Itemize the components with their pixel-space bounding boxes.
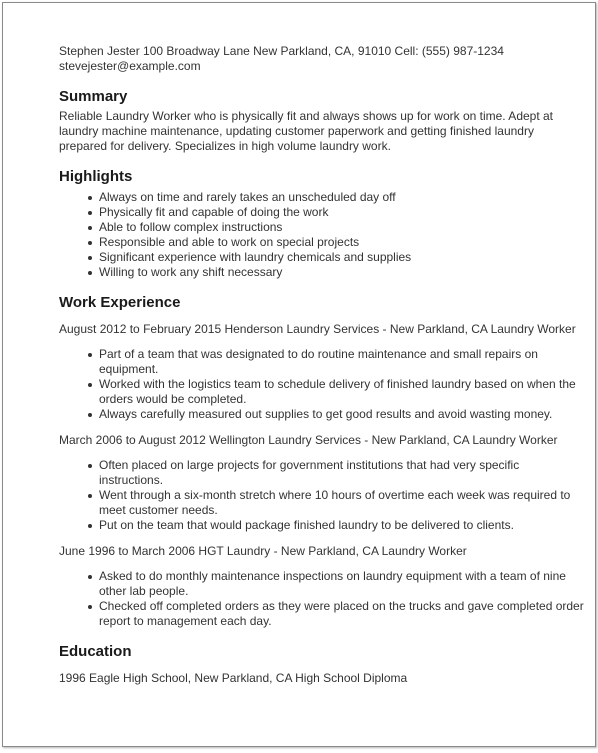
job-header: August 2012 to February 2015 Henderson Laundry Services - New Parkland, CA Laundry Worker — [59, 322, 576, 336]
highlights-heading: Highlights — [59, 168, 133, 185]
list-item — [99, 518, 591, 533]
job-header: June 1996 to March 2006 HGT Laundry - New Parkland, CA Laundry Worker — [59, 544, 467, 558]
contact-email: stevejester@example.com — [59, 59, 201, 73]
list-item: Always on time and rarely takes an unscheduled day off — [99, 190, 591, 205]
experience-heading: Work Experience — [59, 294, 181, 311]
list-item: Physically fit and capable of doing the work — [99, 205, 591, 220]
summary-text — [59, 109, 591, 154]
bullet-line: Went through a six-month stretch where 10 hours of overtime each week was required to — [99, 488, 571, 502]
list-item: Able to follow complex instructions — [99, 220, 591, 235]
list-item — [99, 458, 591, 488]
list-item: Significant experience with laundry chemicals and supplies — [99, 250, 591, 265]
resume-content — [59, 44, 591, 686]
list-item: Willing to work any shift necessary — [99, 265, 591, 280]
list-item — [99, 488, 591, 518]
summary-line: Reliable Laundry Worker who is physically fit and always shows up for work on time. Adept at — [59, 109, 554, 123]
bullet-line: report to management each day. — [99, 614, 272, 628]
bullet-line: Checked off completed orders as they were placed on the trucks and gave completed order — [99, 599, 584, 613]
bullet-line: Often placed on large projects for government institutions that had very specific — [99, 458, 520, 472]
list-item — [99, 377, 591, 407]
contact-line: Stephen Jester 100 Broadway Lane New Parkland, CA, 91010 Cell: (555) 987-1234 — [59, 44, 504, 58]
bullet-line: orders would be completed. — [99, 392, 247, 406]
bullet-line: instructions. — [99, 473, 164, 487]
list-item — [99, 407, 591, 422]
summary-heading: Summary — [59, 88, 128, 105]
bullet-line: Put on the team that would package finished laundry to be delivered to clients. — [99, 518, 514, 532]
job-bullets — [59, 347, 591, 422]
education-line: 1996 Eagle High School, New Parkland, CA High School Diploma — [59, 671, 408, 685]
job-bullets — [59, 458, 591, 533]
resume-page — [2, 2, 596, 747]
bullet-line: meet customer needs. — [99, 503, 218, 517]
education-heading: Education — [59, 643, 132, 660]
highlights-list — [59, 190, 591, 280]
bullet-line: equipment. — [99, 362, 159, 376]
bullet-line: other lab people. — [99, 584, 189, 598]
job-bullets — [59, 569, 591, 629]
list-item — [99, 569, 591, 599]
bullet-line: Always carefully measured out supplies to get good results and avoid wasting money. — [99, 407, 553, 421]
summary-line: prepared for delivery. Specializes in high volume laundry work. — [59, 139, 391, 153]
list-item: Responsible and able to work on special projects — [99, 235, 591, 250]
bullet-line: Part of a team that was designated to do routine maintenance and small repairs on — [99, 347, 538, 361]
bullet-line: Worked with the logistics team to schedule delivery of finished laundry based on when the — [99, 377, 576, 391]
list-item — [99, 347, 591, 377]
contact-block — [59, 44, 591, 74]
summary-line: laundry machine maintenance, updating customer paperwork and getting finished laundry — [59, 124, 534, 138]
bullet-line: Asked to do monthly maintenance inspections on laundry equipment with a team of nine — [99, 569, 566, 583]
list-item — [99, 599, 591, 629]
job-header: March 2006 to August 2012 Wellington Laundry Services - New Parkland, CA Laundry Worker — [59, 433, 558, 447]
